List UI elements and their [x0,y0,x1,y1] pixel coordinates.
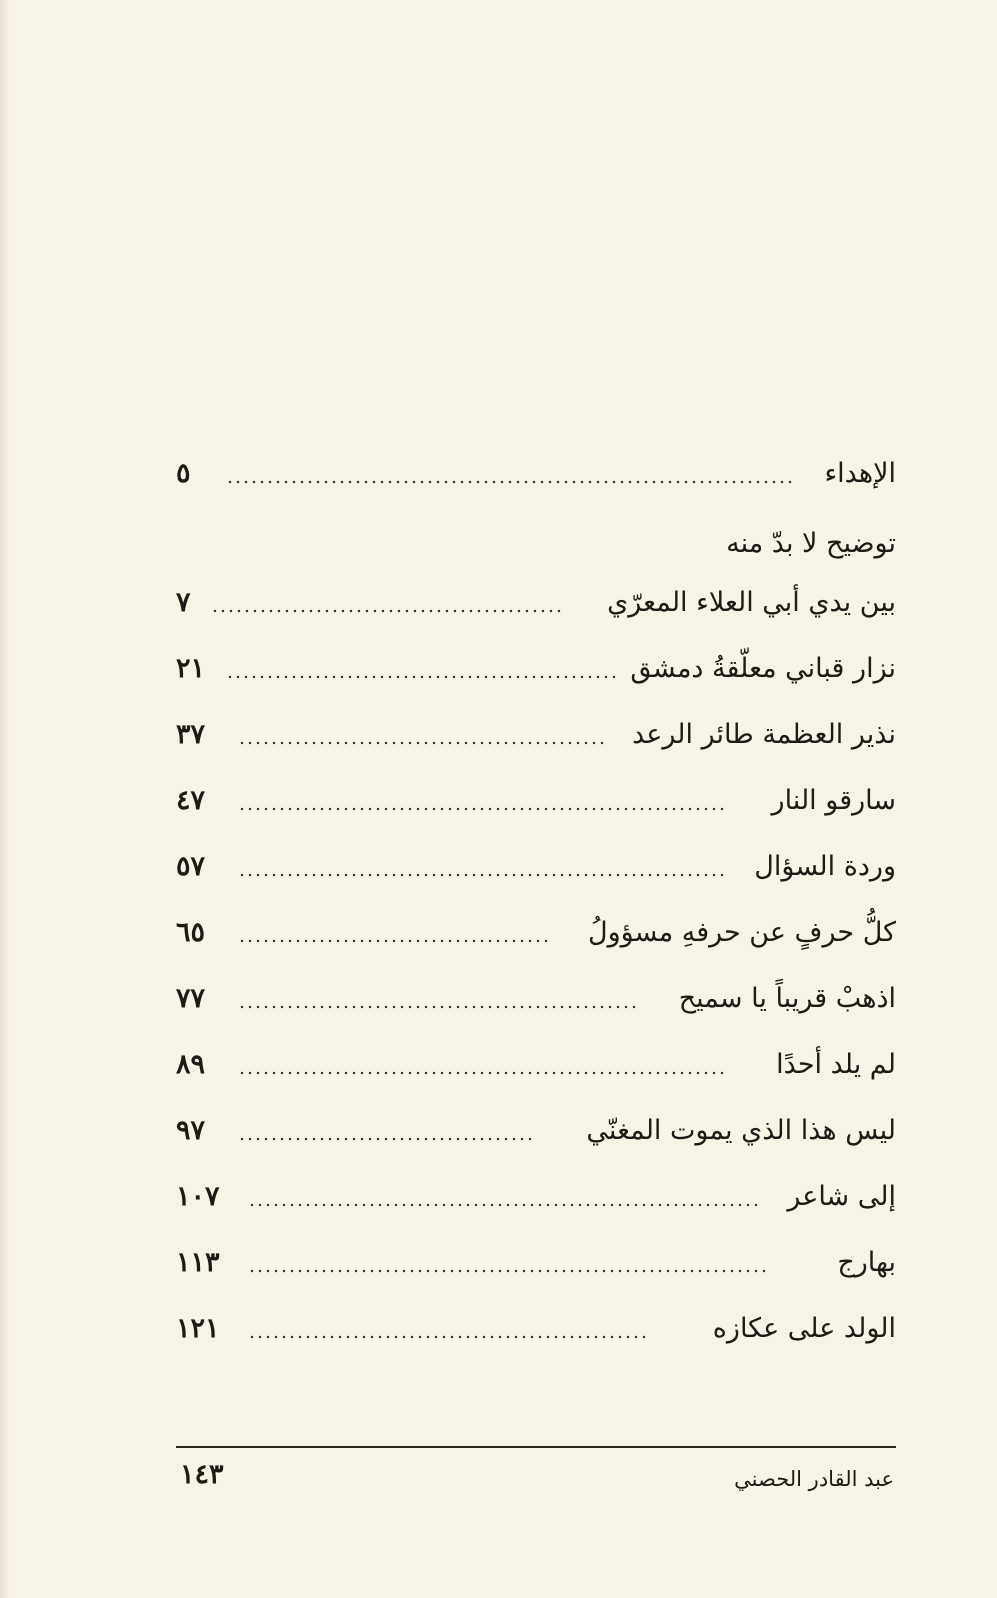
toc-leader-dots [226,480,794,484]
toc-leader-dots [238,1071,726,1075]
toc-entry-page: ٧ [176,587,191,618]
toc-entry[interactable] [176,1309,896,1359]
toc-leader-dots [238,873,726,877]
toc-entry-title: ليس هذا الذي يموت المغنّي [586,1115,896,1146]
toc-entry[interactable] [176,979,896,1029]
toc-entry-page: ٧٧ [176,983,206,1014]
toc-entry-title: لم يلد أحدًا [776,1049,896,1080]
toc-entry-page: ٨٩ [176,1049,206,1080]
toc-entry-page: ٣٧ [176,719,206,750]
toc-entry-dedication[interactable] [176,454,896,504]
toc-leader-dots [248,1335,646,1339]
toc-entry-page: ٦٥ [176,917,206,948]
toc-entry[interactable] [176,1111,896,1161]
toc-entry-title: بهارج [837,1247,896,1278]
footer-page-number: ١٤٣ [180,1459,224,1490]
toc-entry-page: ٤٧ [176,785,206,816]
toc-leader-dots [238,1137,536,1141]
toc-entry-page: ٥ [176,458,191,489]
toc-entry-clarification[interactable] [176,524,896,574]
toc-entry[interactable] [176,715,896,765]
toc-entry-title: كلُّ حرفٍ عن حرفهِ مسؤولُ [588,917,896,948]
toc-entry[interactable] [176,1177,896,1227]
toc-entry[interactable] [176,1045,896,1095]
toc-entry[interactable] [176,1243,896,1293]
toc-entry-page: ١٢١ [176,1313,220,1344]
toc-leader-dots [238,1005,636,1009]
toc-entry[interactable] [176,649,896,699]
toc-leader-dots [238,741,608,745]
toc-entry[interactable] [176,583,896,633]
footer-divider [176,1446,896,1448]
toc-entry-title: اذهبْ قريباً يا سميح [678,983,896,1014]
toc-entry-title: الولد على عكازه [712,1313,896,1344]
page-edge-shadow [0,0,10,1598]
toc-entry-title: وردة السؤال [754,851,896,882]
toc-entry-title: نذير العظمة طائر الرعد [632,719,896,750]
toc-leader-dots [248,1203,761,1207]
toc-entry-title: إلى شاعر [787,1181,896,1212]
toc-entry-title: الإهداء [824,458,896,489]
toc-entry-page: ١٠٧ [176,1181,220,1212]
toc-entry-page: ١١٣ [176,1247,220,1278]
toc-entry[interactable] [176,781,896,831]
table-of-contents [176,0,896,1400]
toc-leader-dots [248,1269,766,1273]
toc-entry-page: ٩٧ [176,1115,206,1146]
toc-leader-dots [226,675,618,679]
toc-entry-page: ٥٧ [176,851,206,882]
toc-leader-dots [211,609,562,613]
toc-entry-title: توضيح لا بدّ منه [726,528,896,559]
toc-entry-title: بين يدي أبي العلاء المعرّي [607,587,896,618]
toc-entry[interactable] [176,847,896,897]
toc-entry-page: ٢١ [176,653,206,684]
toc-leader-dots [238,807,726,811]
toc-entry[interactable] [176,913,896,963]
footer-author-name: عبد القادر الحصني [734,1467,894,1491]
toc-leader-dots [238,939,550,943]
toc-entry-title: نزار قباني معلّقةُ دمشق [630,653,896,684]
toc-entry-title: سارقو النار [771,785,896,816]
